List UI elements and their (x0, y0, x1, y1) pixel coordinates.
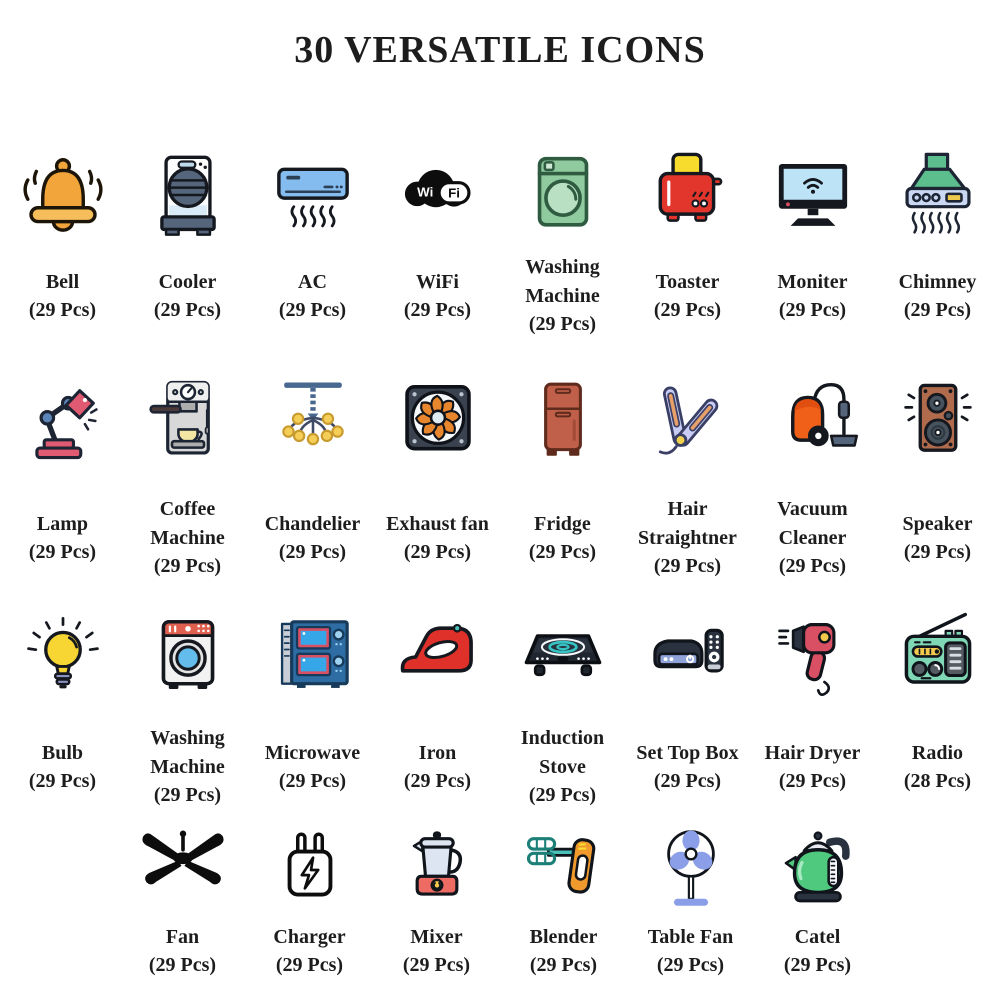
item-count: (29 Pcs) (148, 954, 217, 976)
icon-item-chimney (875, 146, 1000, 346)
kettle-icon (770, 820, 866, 920)
hair-dryer-icon (766, 607, 860, 707)
item-count: (29 Pcs) (653, 555, 722, 578)
item-name: Vacuum Cleaner (777, 498, 848, 549)
svg-text:Wi: Wi (416, 184, 433, 200)
item-name: Chimney (898, 270, 977, 293)
item-name: Set Top Box (636, 741, 739, 764)
item-count: (29 Pcs) (275, 954, 344, 976)
toaster-icon (640, 146, 736, 246)
item-count: (29 Pcs) (403, 299, 472, 321)
coffee-machine-icon (140, 372, 236, 472)
icon-row-2 (0, 372, 1000, 588)
speaker-icon (891, 372, 985, 472)
item-name: Induction Stove (520, 727, 605, 778)
icon-item-charger (246, 820, 373, 982)
item-name: Bulb (41, 741, 84, 764)
icon-item-microwave (250, 607, 375, 817)
mixer-icon (390, 820, 484, 920)
item-count: (29 Pcs) (529, 954, 598, 976)
item-count: (29 Pcs) (778, 770, 847, 792)
item-count: (29 Pcs) (656, 954, 725, 976)
item-count: (29 Pcs) (528, 313, 597, 336)
item-count: (29 Pcs) (403, 541, 472, 563)
item-count: (29 Pcs) (783, 954, 852, 976)
item-name: Radio (911, 741, 964, 764)
monitor-icon (765, 146, 861, 246)
icon-item-monitor (750, 146, 875, 346)
icon-row-1 (0, 146, 1000, 346)
icon-item-lamp (0, 372, 125, 588)
icon-row-3 (0, 607, 1000, 817)
icon-item-blender (500, 820, 627, 982)
icon-item-mixer (373, 820, 500, 982)
chandelier-icon (265, 372, 361, 472)
item-name: WiFi (416, 270, 459, 293)
icon-item-speaker (875, 372, 1000, 588)
item-count: (29 Pcs) (403, 770, 472, 792)
item-count: (29 Pcs) (653, 770, 722, 792)
icon-item-washing-machine-green (500, 146, 625, 346)
item-name: Hair Straightner (638, 498, 737, 549)
radio-icon (889, 607, 987, 707)
item-name: Mixer (410, 925, 463, 948)
icon-item-fridge (500, 372, 625, 588)
icon-item-hair-straightener (625, 372, 750, 588)
item-count: (29 Pcs) (153, 784, 222, 807)
icon-item-cooler (125, 146, 250, 346)
chimney-icon (890, 146, 986, 246)
icon-item-radio (875, 607, 1000, 817)
item-name: Cooler (158, 270, 217, 293)
item-name: Fan (165, 925, 200, 948)
item-name: Hair Dryer (764, 741, 861, 764)
item-name: Catel (794, 925, 841, 948)
item-name: Microwave (264, 741, 361, 764)
washing-machine-green-icon (515, 146, 611, 246)
item-count: (29 Pcs) (778, 299, 847, 321)
item-name: Moniter (777, 270, 848, 293)
washing-machine-front-icon (140, 607, 236, 707)
ceiling-fan-icon (135, 820, 231, 920)
icon-item-iron (375, 607, 500, 817)
bulb-icon (16, 607, 110, 707)
item-count: (29 Pcs) (278, 541, 347, 563)
item-count: (29 Pcs) (528, 784, 597, 807)
exhaust-fan-icon (390, 372, 486, 472)
item-name: Exhaust fan (386, 512, 489, 535)
item-name: Iron (418, 741, 457, 764)
icon-item-toaster (625, 146, 750, 346)
item-name: Washing Machine (150, 727, 225, 778)
item-count: (29 Pcs) (28, 299, 97, 321)
ac-icon (265, 146, 361, 246)
item-name: Speaker (902, 512, 973, 535)
item-count: (29 Pcs) (153, 555, 222, 578)
icon-item-kettle (754, 820, 881, 982)
item-name: Fridge (534, 512, 591, 535)
item-count: (29 Pcs) (153, 299, 222, 321)
blender-icon (517, 820, 611, 920)
item-count: (29 Pcs) (28, 541, 97, 563)
bell-icon (15, 146, 111, 246)
lamp-icon (16, 372, 110, 472)
cooler-icon (141, 146, 235, 246)
icon-item-bulb (0, 607, 125, 817)
icon-item-coffee-machine (125, 372, 250, 588)
item-name: Charger (273, 925, 346, 948)
icon-item-table-fan (627, 820, 754, 982)
charger-icon (264, 820, 356, 920)
icon-row-4 (0, 820, 1000, 982)
icon-item-washing-machine-front (125, 607, 250, 817)
table-fan-icon (643, 820, 739, 920)
item-count: (28 Pcs) (903, 770, 972, 792)
icon-item-chandelier (250, 372, 375, 588)
item-name: Coffee Machine (150, 498, 225, 549)
item-count: (29 Pcs) (653, 299, 722, 321)
item-name: Bell (45, 270, 80, 293)
icon-item-induction-stove (500, 607, 625, 817)
icon-item-ceiling-fan (119, 820, 246, 982)
icon-item-vacuum-cleaner (750, 372, 875, 588)
wifi-icon (390, 146, 486, 246)
page-title: 30 VERSATILE ICONS (294, 29, 706, 71)
hair-straightener-icon (640, 372, 736, 472)
item-count: (29 Pcs) (778, 555, 847, 578)
icon-item-exhaust-fan (375, 372, 500, 588)
item-name: Lamp (36, 512, 89, 535)
item-count: (29 Pcs) (528, 541, 597, 563)
icon-item-set-top-box (625, 607, 750, 817)
item-name: AC (298, 270, 327, 293)
icon-item-hair-dryer (750, 607, 875, 817)
item-name: Chandelier (264, 512, 361, 535)
item-count: (29 Pcs) (903, 299, 972, 321)
item-count: (29 Pcs) (278, 770, 347, 792)
fridge-icon (517, 372, 609, 472)
item-count: (29 Pcs) (402, 954, 471, 976)
item-count: (29 Pcs) (278, 299, 347, 321)
icon-item-ac (250, 146, 375, 346)
set-top-box-icon (640, 607, 736, 707)
item-name: Blender (529, 925, 598, 948)
induction-stove-icon (513, 607, 613, 707)
vacuum-cleaner-icon (765, 372, 861, 472)
iron-icon (390, 607, 486, 707)
icon-item-wifi (375, 146, 500, 346)
item-name: Table Fan (647, 925, 734, 948)
icon-item-bell (0, 146, 125, 346)
item-name: Toaster (655, 270, 720, 293)
microwave-icon (265, 607, 361, 707)
svg-text:Fi: Fi (447, 185, 460, 201)
item-count: (29 Pcs) (903, 541, 972, 563)
item-count: (29 Pcs) (28, 770, 97, 792)
item-name: Washing Machine (525, 256, 600, 307)
